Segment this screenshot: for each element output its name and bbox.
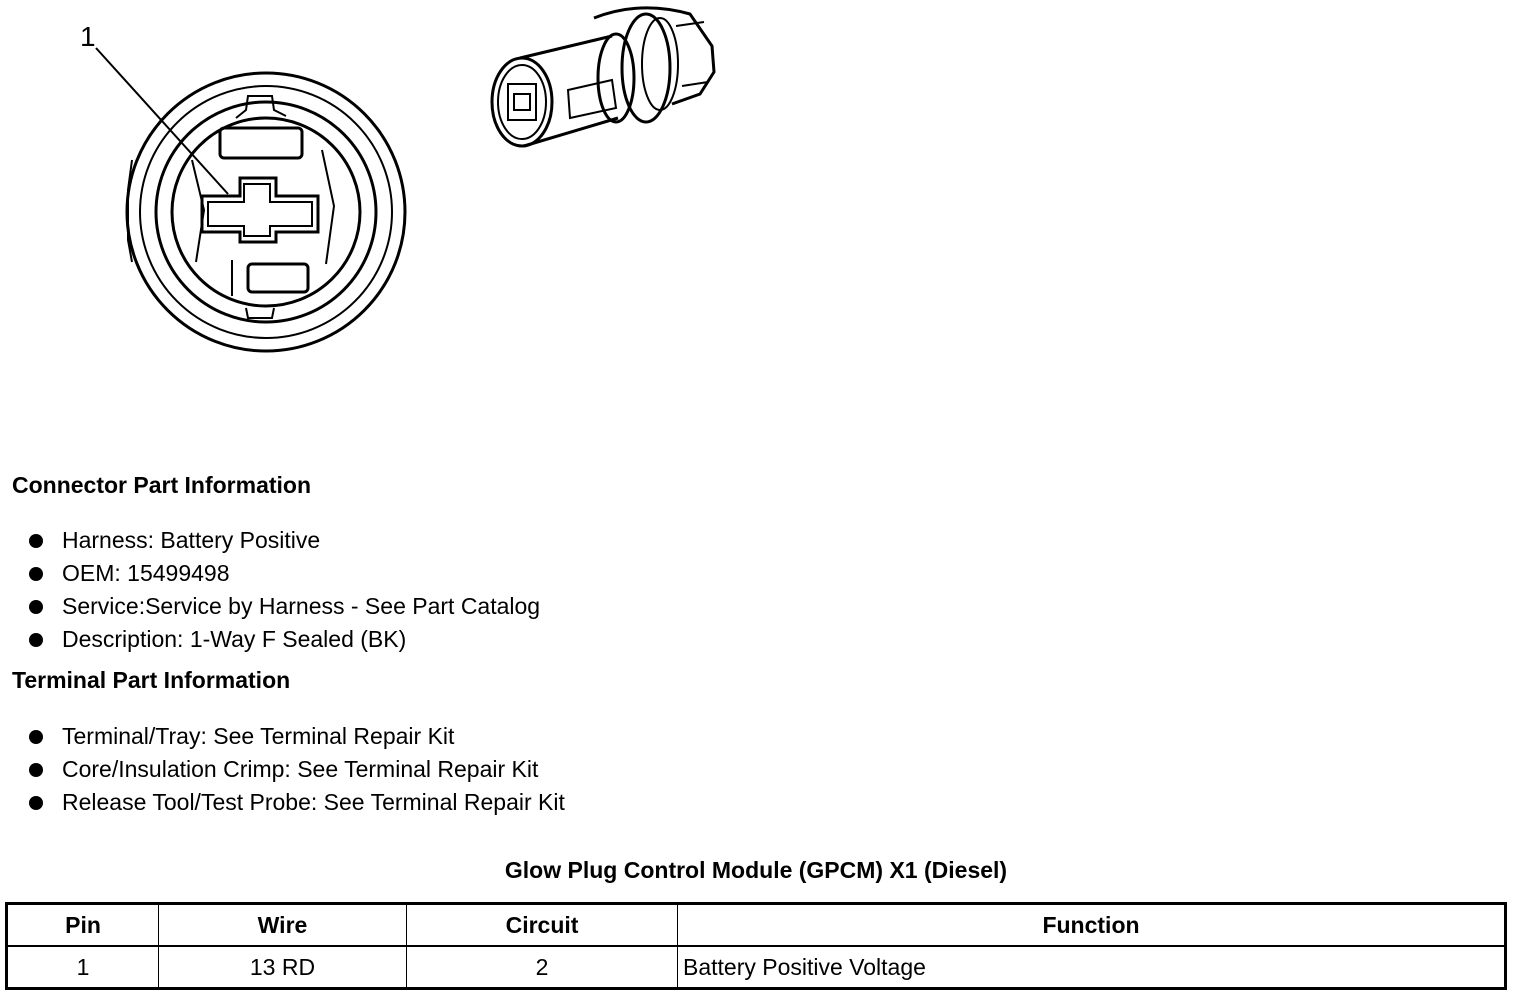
bullet-icon (29, 534, 43, 548)
bullet-icon (29, 567, 43, 581)
list-item: Harness: Battery Positive (28, 524, 540, 557)
terminal-info-list (28, 720, 565, 819)
connector-face-view (127, 73, 405, 351)
table-header-row (7, 904, 1506, 947)
connector-info-list (28, 524, 540, 656)
bullet-icon (29, 796, 43, 810)
bullet-icon (29, 600, 43, 614)
list-item: Description: 1-Way F Sealed (BK) (28, 623, 540, 656)
cell-function: Battery Positive Voltage (678, 946, 1506, 989)
bullet-icon (29, 763, 43, 777)
cell-pin: 1 (7, 946, 159, 989)
table-title: Glow Plug Control Module (GPCM) X1 (Diesel) (504, 857, 1008, 883)
column-header-function: Function (678, 904, 1506, 947)
bullet-icon (29, 633, 43, 647)
callout-label: 1 (80, 21, 96, 52)
bullet-icon (29, 730, 43, 744)
connector-3d-view (492, 8, 714, 146)
table-row (7, 946, 1506, 989)
list-item: Service:Service by Harness - See Part Catalog (28, 590, 540, 623)
pinout-table (5, 902, 1507, 990)
list-item: Core/Insulation Crimp: See Terminal Repair Kit (28, 753, 565, 786)
connector-section-heading: Connector Part Information (12, 472, 312, 498)
list-item: Terminal/Tray: See Terminal Repair Kit (28, 720, 565, 753)
list-item: OEM: 15499498 (28, 557, 540, 590)
cell-circuit: 2 (407, 946, 678, 989)
terminal-section-heading: Terminal Part Information (12, 667, 291, 693)
column-header-circuit: Circuit (407, 904, 678, 947)
list-item: Release Tool/Test Probe: See Terminal Repair Kit (28, 786, 565, 819)
cell-wire: 13 RD (159, 946, 407, 989)
connector-diagram (0, 0, 760, 370)
column-header-wire: Wire (159, 904, 407, 947)
column-header-pin: Pin (7, 904, 159, 947)
